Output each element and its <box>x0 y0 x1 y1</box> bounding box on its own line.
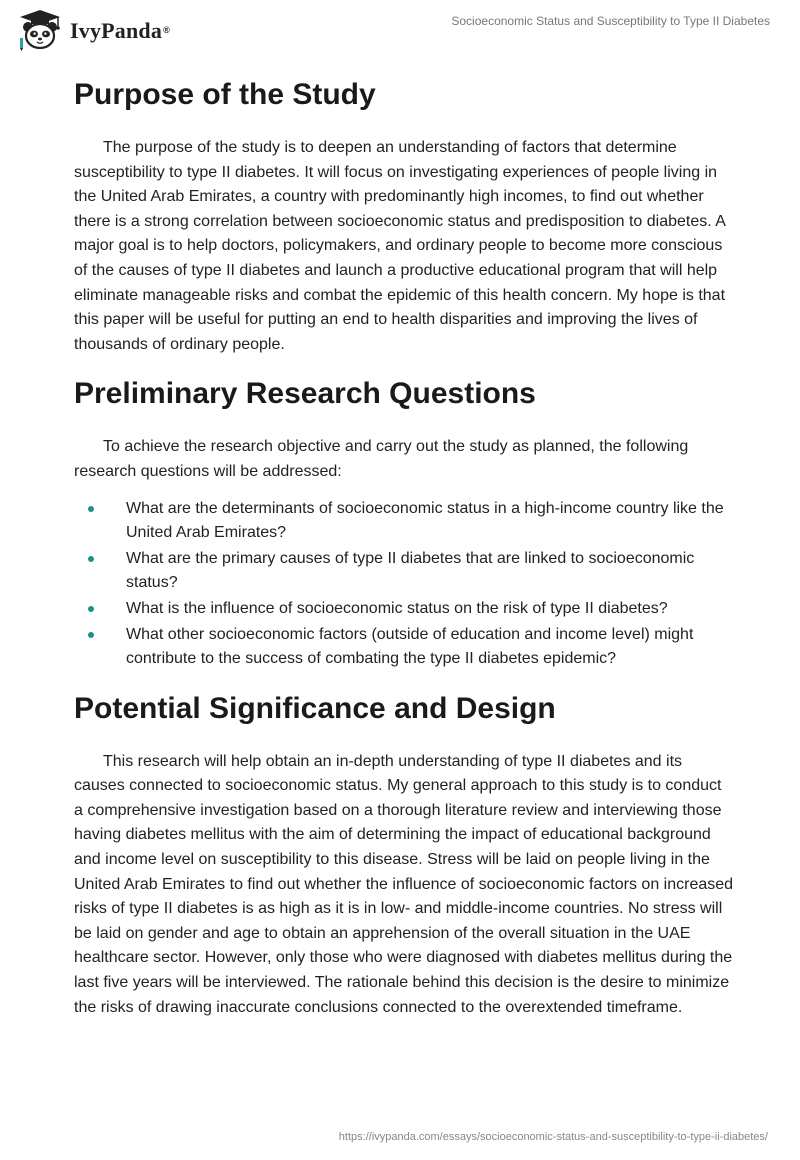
list-item <box>74 597 734 622</box>
section-significance <box>74 686 734 1021</box>
bullet-icon <box>88 506 94 512</box>
list-item-text: What is the influence of socioeconomic status on the risk of type II diabetes? <box>126 599 668 617</box>
document-title: Socioeconomic Status and Susceptibility to Type II Diabetes <box>451 14 770 28</box>
section-heading-purpose: Purpose of the Study <box>74 78 376 111</box>
page-header <box>0 0 800 64</box>
list-item <box>74 497 734 546</box>
paragraph-significance: This research will help obtain an in-depth understanding of type II diabetes and its causes connected to socioeconomic status. My general approach to this study is to conduct a comprehensive investigation based on a thorough literature review and interviewing those having diabetes mellitus with the aim of determining the impact of educational background and income level on susceptibility to this disease. Stress will be laid on people living in the United Arab Emirates to find out whether the influence of socioeconomic factors on increased risks of type II diabetes is as high as it is in low- and middle-income countries. No stress will be laid on gender and age to obtain an apprehension of the overall situation in the UAE healthcare sector. However, only those who were diagnosed with diabetes mellitus during the last five years will be interviewed. The rationale behind this decision is the desire to minimize the risks of drawing inaccurate conclusions connected to the overextended timeframe. <box>74 752 734 1016</box>
list-item-text: What are the determinants of socioeconomic status in a high-income country like the United Arab Emirates? <box>126 499 724 542</box>
list-item <box>74 547 734 596</box>
list-item-text: What other socioeconomic factors (outside of education and income level) might contribute to the success of combating the type II diabetes epidemic? <box>126 625 694 668</box>
source-url[interactable]: https://ivypanda.com/essays/socioeconomic-status-and-susceptibility-to-type-ii-diabetes/ <box>338 1131 768 1143</box>
section-research-questions <box>74 371 734 671</box>
research-questions-list <box>74 497 734 672</box>
list-item <box>74 623 734 672</box>
brand-logo[interactable] <box>14 8 170 52</box>
brand-name: IvyPanda <box>70 18 163 43</box>
panda-graduate-icon <box>14 8 66 52</box>
bullet-icon <box>88 556 94 562</box>
paragraph-questions-intro: To achieve the research objective and carry out the study as planned, the following research questions will be addressed: <box>74 438 689 480</box>
registered-mark: ® <box>163 25 170 35</box>
bullet-icon <box>88 606 94 612</box>
list-item-text: What are the primary causes of type II diabetes that are linked to socioeconomic status? <box>126 549 695 592</box>
paragraph-purpose: The purpose of the study is to deepen an understanding of factors that determine susceptibility to type II diabetes. It will focus on investigating experiences of people living in the United Arab Emirates, a country with predominantly high incomes, to find out whether there is a strong correlation between socioeconomic status and predisposition to diabetes. A major goal is to help doctors, policymakers, and ordinary people to become more conscious of the causes of type II diabetes and launch a productive educational program that will help eliminate manageable risks and combat the epidemic of this health concern. My hope is that this paper will be useful for putting an end to health disparities and improving the lives of thousands of ordinary people. <box>74 139 726 353</box>
bullet-icon <box>88 632 94 638</box>
section-purpose <box>74 72 734 357</box>
essay-content <box>74 68 734 1020</box>
section-heading-research-questions: Preliminary Research Questions <box>74 377 536 411</box>
section-heading-significance: Potential Significance and Design <box>74 691 556 725</box>
